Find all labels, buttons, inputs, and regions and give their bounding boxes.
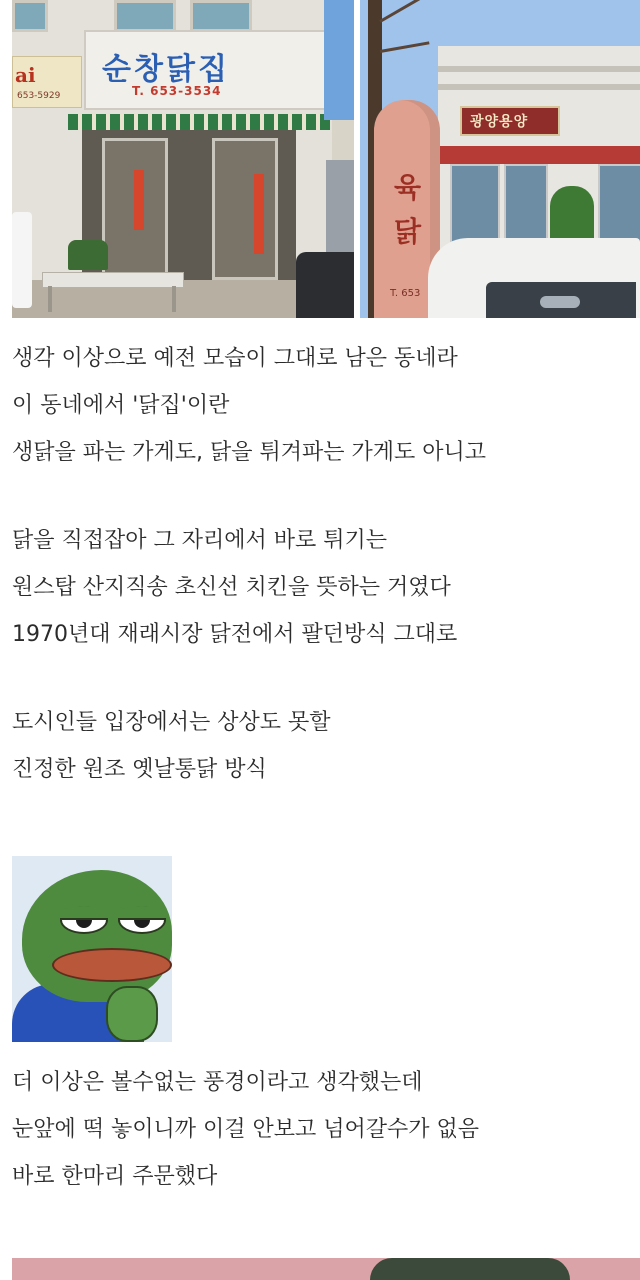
text-line: 진정한 원조 옛날통닭 방식 <box>12 757 267 782</box>
shop-sign-title: 순창닭집 <box>102 52 230 87</box>
parked-car <box>12 212 32 308</box>
building-stripe <box>438 66 640 72</box>
tree-branch <box>380 41 430 53</box>
text-line: 도시인들 입장에서는 상상도 못할 <box>12 710 331 735</box>
frog-eyelid <box>118 906 166 920</box>
side-sign-phone: 653-5929 <box>17 91 61 101</box>
tree-branch <box>379 0 432 23</box>
text-line: 바로 한마리 주문했다 <box>12 1164 218 1189</box>
side-door <box>326 160 354 260</box>
building-stripe <box>438 84 640 90</box>
plant-pot <box>68 240 108 270</box>
window <box>114 0 176 32</box>
frog-eyelid <box>60 906 108 920</box>
text-line: 생닭을 파는 가게도, 닭을 튀겨파는 가게도 아니고 <box>12 440 486 465</box>
paragraph-2 <box>12 517 457 658</box>
table-leg <box>48 286 52 312</box>
chicken-shop-photo <box>12 0 354 318</box>
red-banner <box>134 170 144 230</box>
frog-eye <box>118 906 166 934</box>
table-leg <box>172 286 176 312</box>
frog-head <box>22 870 172 1002</box>
text-line: 1970년대 재래시장 닭전에서 팔던방식 그대로 <box>12 622 458 647</box>
window <box>190 0 252 32</box>
shop-sign-phone: T. 653-3534 <box>132 84 222 98</box>
paragraph-4 <box>12 1059 479 1200</box>
paragraph-1 <box>12 335 486 476</box>
store-sign <box>460 106 560 136</box>
sky <box>324 0 354 120</box>
text-line: 원스탑 산지직송 초신선 치킨을 뜻하는 거였다 <box>12 575 451 600</box>
pepe-frog-sticker <box>12 856 172 1042</box>
shop-building <box>12 0 332 318</box>
red-fascia <box>438 146 640 164</box>
column-sign-phone: T. 653 <box>390 288 421 299</box>
text-line: 더 이상은 볼수없는 풍경이라고 생각했는데 <box>12 1070 423 1095</box>
shop-sign <box>84 30 328 110</box>
frog-eye <box>60 906 108 934</box>
shopfront <box>82 130 296 280</box>
frog-lips <box>52 948 172 982</box>
outdoor-table <box>42 272 184 288</box>
window <box>12 0 48 32</box>
side-sign <box>12 56 82 108</box>
next-photo-shape <box>370 1258 570 1280</box>
red-banner <box>254 174 264 254</box>
store-sign-text: 광양용양 <box>470 114 529 130</box>
car-glint <box>540 296 580 308</box>
glass-door <box>212 138 278 280</box>
striped-awning <box>68 114 330 130</box>
frog-hand <box>106 986 158 1042</box>
potted-plant <box>550 186 594 242</box>
column-sign-text: 육 <box>394 171 422 204</box>
street-photo <box>360 0 640 318</box>
text-line: 이 동네에서 '닭집'이란 <box>12 393 230 418</box>
photo-strip <box>12 0 640 318</box>
side-sign-text: ai <box>15 63 36 87</box>
text-line: 닭을 직접잡아 그 자리에서 바로 튀기는 <box>12 528 387 553</box>
column-sign-text: 닭 <box>394 215 422 248</box>
parked-car-dark <box>296 252 354 318</box>
text-line: 생각 이상으로 예전 모습이 그대로 남은 동네라 <box>12 346 458 371</box>
paragraph-3 <box>12 699 331 793</box>
text-line: 눈앞에 떡 놓이니까 이걸 안보고 넘어갈수가 없음 <box>12 1117 480 1142</box>
